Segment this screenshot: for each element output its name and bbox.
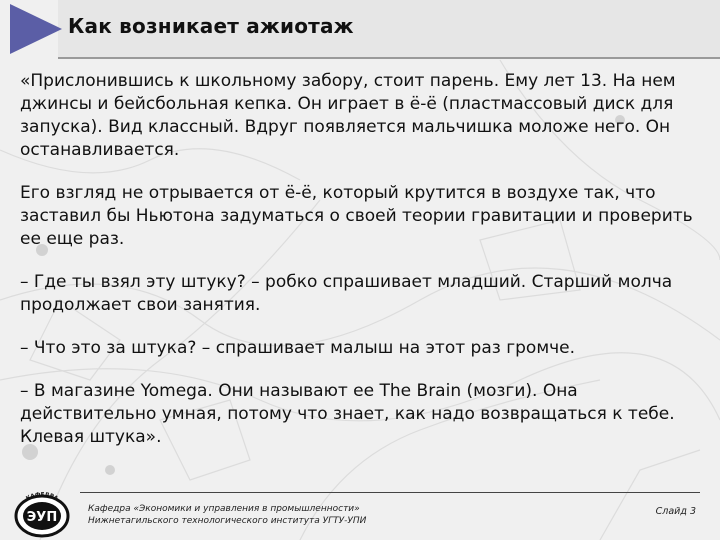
paragraph-5: – В магазине Yomega. Они называют ее The Brain (мозги). Она действительно умная, потому что знает, как надо возвращаться к тебе. Клевая штука». <box>20 381 675 447</box>
play-triangle-icon <box>8 2 64 56</box>
slide-number: Слайд 3 <box>655 506 696 517</box>
logo-text: ЭУП <box>26 510 58 525</box>
slide-title: Как возникает ажиотаж <box>68 14 354 38</box>
footer-divider <box>80 492 700 493</box>
paragraph-4: – Что это за штука? – спрашивает малыш на этот раз громче. <box>20 338 576 358</box>
department-logo <box>8 490 76 538</box>
footer-line-1: Кафедра «Экономики и управления в промышленности» <box>88 504 360 514</box>
svg-text:КАФЕДРА: КАФЕДРА <box>25 491 59 502</box>
paragraph-3: – Где ты взял эту штуку? – робко спрашивает младший. Старший молча продолжает свои занятия. <box>20 272 673 315</box>
footer-line-2: Нижнетагильского технологического института УГТУ-УПИ <box>88 516 367 526</box>
paragraph-1: «Прислонившись к школьному забору, стоит парень. Ему лет 13. На нем джинсы и бейсбольная кепка. Он играет в ё-ё (пластмассовый диск для запуска). Вид классный. Вдруг появляется мальчишка моложе него. Он останавливается. <box>20 71 676 160</box>
paragraph-2: Его взгляд не отрывается от ё-ё, который крутится в воздухе так, что заставил бы Ньютона задуматься о своей теории гравитации и проверить ее еще раз. <box>20 183 693 249</box>
header-divider <box>58 57 720 59</box>
footer-department <box>88 503 468 527</box>
slide-body <box>20 70 710 469</box>
